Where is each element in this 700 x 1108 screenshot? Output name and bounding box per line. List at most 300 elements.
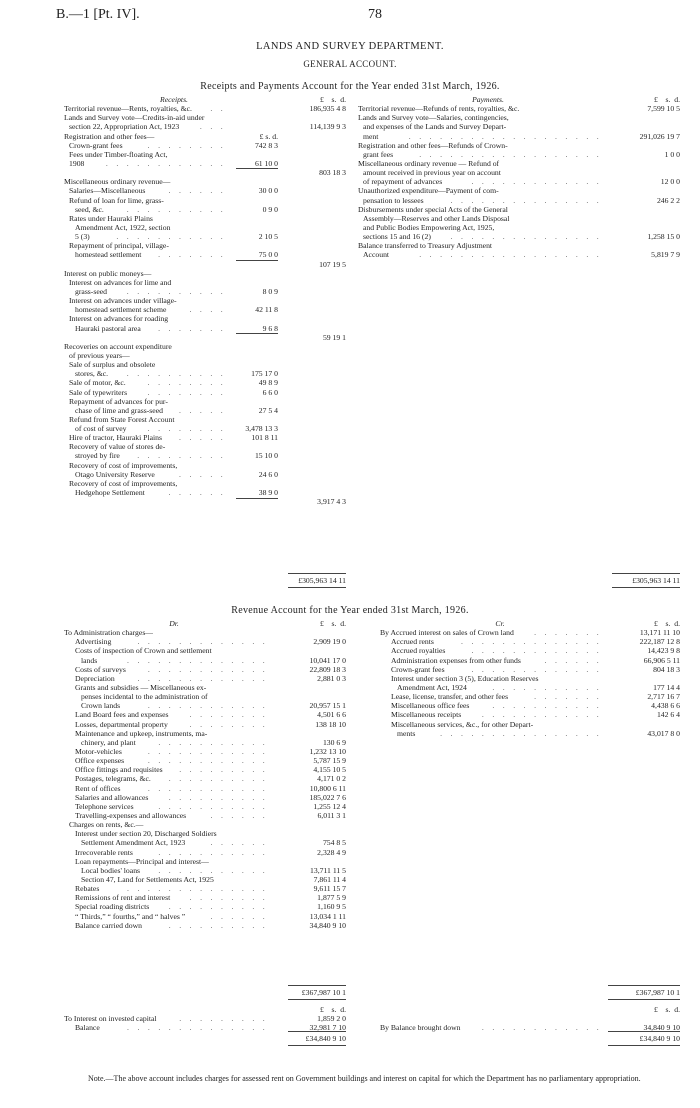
amount: 1,859 2 0 <box>317 1014 346 1024</box>
sub-amount: 24 6 0 <box>258 469 278 479</box>
amount: 7,861 11 4 <box>313 874 346 884</box>
ledger-row <box>380 646 680 655</box>
entry-label: ments <box>397 728 416 738</box>
ledger-row <box>64 433 346 442</box>
entry-label: of previous years— <box>69 350 130 360</box>
amount: 34,840 9 10 <box>643 1023 680 1033</box>
leader-dots: . . . . . <box>179 405 226 415</box>
entry-label: Advertising <box>75 637 112 647</box>
amount: 13,711 11 5 <box>310 865 346 875</box>
ledger-row <box>64 479 346 488</box>
leader-dots: . . . . . . . . . . . . . . <box>461 637 602 647</box>
entry-label: Loan repayments—Principal and interest— <box>75 856 209 866</box>
ledger-row <box>64 397 346 406</box>
leader-dots: . . . . . . <box>210 911 268 921</box>
ledger-row <box>64 314 346 323</box>
sub-amount: 42 11 8 <box>255 305 278 315</box>
entry-label: Office expenses <box>75 756 125 766</box>
rp-total-double-rule-left <box>288 587 346 588</box>
entry-label: and Public Bodies Empowering Act, 1925, <box>363 222 495 232</box>
entry-label: Hedgehope Settlement <box>75 488 145 498</box>
entry-label: Account <box>363 250 390 260</box>
ledger-row <box>64 738 346 747</box>
leader-dots: . . . . . . . . . . . <box>492 701 602 711</box>
dr-total: £367,987 10 1 <box>301 988 346 997</box>
entry-label: Recovery of cost of improvements, <box>69 460 178 470</box>
ledger-row <box>64 893 346 902</box>
ledger-row <box>64 415 346 424</box>
entry-label: Interest under section 3 (5), Education Reserves <box>391 673 539 683</box>
leader-dots: . . . . . . . . . . <box>168 792 268 802</box>
amount: 2,909 19 0 <box>313 637 346 647</box>
dr-heading: Dr. <box>169 619 179 628</box>
amount: 1,877 5 9 <box>317 893 346 903</box>
entry-label: pensation to lessees <box>363 195 424 205</box>
rp-total-rule-right <box>612 573 680 574</box>
entry-label: Charges on rents, &c.— <box>69 820 144 830</box>
amount: 804 18 3 <box>653 664 680 674</box>
leader-dots: . . . . . . . . . . . <box>158 737 268 747</box>
entry-label: Balance carried down <box>75 920 143 930</box>
ledger-row <box>64 342 346 351</box>
ledger-row <box>64 205 346 214</box>
dr-lsd-heading: £ s. d. <box>319 619 346 628</box>
leader-dots: . . . . . . . . . . <box>168 774 268 784</box>
ledger-row <box>380 729 680 738</box>
entry-label: Lease, license, transfer, and other fees <box>391 692 509 702</box>
entry-label: Remissions of rent and interest <box>75 893 171 903</box>
entry-label: Recovery of value of stores de- <box>69 442 166 452</box>
leader-dots: . . . . . . . <box>534 628 602 638</box>
ledger-row <box>64 150 346 159</box>
ledger-row <box>64 360 346 369</box>
ledger-row <box>64 250 346 259</box>
ledger-row <box>64 269 346 278</box>
cr-total: £367,987 10 1 <box>635 988 680 997</box>
ledger-row <box>64 168 346 177</box>
ledger-row <box>64 747 346 756</box>
entry-label: Special roading districts <box>75 902 150 912</box>
entry-label: Lands and Survey vote—Credits-in-aid under <box>64 113 205 123</box>
entry-label: Maintenance and upkeep, instruments, ma- <box>75 728 208 738</box>
amount: 34,840 9 10 <box>309 920 346 930</box>
entry-label: Land Board fees and expenses <box>75 710 169 720</box>
entry-label: By Balance brought down <box>380 1023 461 1033</box>
entry-label: Assembly—Reserves and other Lands Disposal <box>363 213 510 223</box>
amount: 1,160 9 5 <box>317 902 346 912</box>
ledger-row <box>64 921 346 930</box>
leader-dots: . . . . . . . . . . . <box>116 232 226 242</box>
amount: 142 6 4 <box>656 710 680 720</box>
interest-cr-lsd-heading: £ s. d. <box>653 1005 680 1014</box>
leader-dots: . . . . . . . . . . . . <box>147 664 268 674</box>
amount: 12 0 0 <box>660 177 680 187</box>
leader-dots: . . . . . . . . . <box>137 451 226 461</box>
amount: 10,800 6 11 <box>309 783 346 793</box>
leader-dots: . . . . . . <box>168 186 226 196</box>
leader-dots: . . . . . . . . . . <box>126 204 226 214</box>
entry-label: Settlement Amendment Act, 1923 <box>81 838 186 848</box>
leader-dots: . . . . . . . . . <box>179 1014 268 1024</box>
ledger-row <box>64 497 346 506</box>
receipts-lsd-heading: £ s. d. <box>319 95 346 104</box>
amount: 59 19 1 <box>322 332 346 342</box>
ledger-row <box>64 720 346 729</box>
entry-label: Otago University Reserve <box>75 469 155 479</box>
leader-dots: . . . . . . . . . . . <box>492 682 602 692</box>
entry-label: Sale of motor, &c. <box>69 378 126 388</box>
entry-label: Costs of surveys <box>75 664 126 674</box>
leader-dots: . . . . . . . . . . . <box>158 865 268 875</box>
amount: 803 18 3 <box>319 168 346 178</box>
ledger-row <box>64 424 346 433</box>
entry-label: Rebates <box>75 884 100 894</box>
leader-dots: . . . . . . . . . . . . . . . . . . . <box>408 131 602 141</box>
entry-label: Crown-grant fees <box>391 664 445 674</box>
ledger-row <box>380 701 680 710</box>
entry-label: Disbursements under special Acts of the General <box>358 204 508 214</box>
leader-dots: . . . . . . . . . . . . . <box>471 664 602 674</box>
leader-dots: . . . . . . . . . . . . <box>481 710 602 720</box>
receipts-payments-title: Receipts and Payments Account for the Year ended 31st March, 1926. <box>200 81 500 92</box>
entry-label: Amendment Act, 1922, section <box>75 222 171 232</box>
cr-heading: Cr. <box>495 619 505 628</box>
amount: 4,155 10 5 <box>313 765 346 775</box>
sub-amount: 49 8 9 <box>258 378 278 388</box>
ledger-row <box>64 683 346 692</box>
entry-label: 1908 <box>69 158 85 168</box>
rev-total-rule-left <box>288 985 346 986</box>
entry-label: stroyed by fire <box>75 451 120 461</box>
amount: 222,187 12 8 <box>639 637 680 647</box>
ledger-row <box>358 132 680 141</box>
ledger-row <box>64 857 346 866</box>
entry-label: Depreciation <box>75 673 115 683</box>
amount: 1,255 12 4 <box>313 801 346 811</box>
leader-dots: . . . . . . . . . . <box>126 286 226 296</box>
ledger-row <box>64 884 346 893</box>
entry-label: Losses, departmental property <box>75 719 168 729</box>
sub-amount: £ s. d. <box>259 131 278 141</box>
sub-amount: 30 0 0 <box>258 186 278 196</box>
leader-dots: . . . . . . . . <box>147 378 226 388</box>
entry-label: ment <box>363 131 379 141</box>
sub-amount: 101 8 11 <box>251 433 278 443</box>
payments-heading: Payments. <box>472 95 504 104</box>
entry-label: To Interest on invested capital <box>64 1014 157 1024</box>
entry-label: Miscellaneous ordinary revenue— <box>64 177 171 187</box>
entry-label: Interest under section 20, Discharged Soldiers <box>75 829 217 839</box>
amount: 9,611 15 7 <box>313 884 346 894</box>
ledger-row <box>358 159 680 168</box>
amount: 2,328 4 9 <box>317 847 346 857</box>
amount: 2,881 0 3 <box>317 673 346 683</box>
leader-dots: . . . . . . . <box>158 250 226 260</box>
sub-amount: 742 8 3 <box>254 140 278 150</box>
entry-label: Territorial revenue—Rents, royalties, &c. <box>64 104 192 114</box>
page-header <box>56 7 680 25</box>
leader-dots: . . . . . . . <box>158 323 226 333</box>
ledger-row <box>64 159 346 168</box>
amount: 291,026 19 7 <box>639 131 680 141</box>
entry-label: Hauraki pastoral area <box>75 323 141 333</box>
amount: 114,139 9 3 <box>309 122 346 132</box>
ledger-row <box>64 488 346 497</box>
receipts-heading: Receipts. <box>160 95 188 104</box>
ledger-row <box>64 132 346 141</box>
entry-label: Section 47, Land for Settlements Act, 1925 <box>81 874 214 884</box>
entry-label: Amendment Act, 1924 <box>397 682 467 692</box>
revenue-account-title: Revenue Account for the Year ended 31st March, 1926. <box>231 605 469 616</box>
leader-dots: . . . . . . . . . . . . . . . . <box>440 728 602 738</box>
entry-label: Territorial revenue—Refunds of rents, royalties, &c. <box>358 104 520 114</box>
leader-dots: . . . . . . . . . . . . <box>481 1023 602 1033</box>
amount: 754 8 5 <box>322 838 346 848</box>
ledger-row <box>358 223 680 232</box>
entry-label: Sale of surplus and obsolete <box>69 360 156 370</box>
leader-dots: . . . . . . . . <box>147 387 226 397</box>
entry-label: Salaries—Miscellaneous <box>69 186 146 196</box>
leader-dots: . . . . . . . . . . . . . . <box>127 1023 268 1033</box>
footnote: Note.—The above account includes charges for assessed rent on Government buildings and interest on capital for which the Department has no parliamentary appropriation. <box>88 1074 641 1083</box>
ledger-row <box>358 104 680 113</box>
sub-amount: 0 9 0 <box>262 204 278 214</box>
ledger-row <box>64 784 346 793</box>
ledger-row <box>64 324 346 333</box>
entry-label: seed, &c. <box>75 204 104 214</box>
entry-label: To Administration charges— <box>64 628 153 638</box>
leader-dots: . . . . . . . . . . . . . <box>471 646 602 656</box>
leader-dots: . . . . . . <box>168 488 226 498</box>
leader-dots: . . . . . . . . . . <box>168 920 268 930</box>
ledger-row <box>64 333 346 342</box>
ledger-row <box>64 866 346 875</box>
payments-column <box>358 95 680 260</box>
ledger-row <box>64 305 346 314</box>
leader-dots: . . . . . . . . . . . . . <box>137 673 268 683</box>
interest-dr-column <box>64 1005 346 1032</box>
ledger-row <box>64 902 346 911</box>
amount: 43,017 8 0 <box>647 728 680 738</box>
entry-label: grass-seed <box>75 286 108 296</box>
ledger-row <box>64 774 346 783</box>
entry-label: chase of lime and grass-seed <box>75 405 163 415</box>
entry-label: Registration and other fees—Refunds of Crown- <box>358 140 508 150</box>
cr-lsd-heading: £ s. d. <box>653 619 680 628</box>
sub-amount: 9 6 8 <box>262 323 278 333</box>
rev-total-rule-right <box>608 985 680 986</box>
revenue-dr-column <box>64 619 346 930</box>
leader-dots: . . . . . . . . . . . . . . <box>127 655 268 665</box>
sub-amount: 27 5 4 <box>258 405 278 415</box>
entry-label: Interest on advances for roading <box>69 314 169 324</box>
ledger-row <box>358 141 680 150</box>
entry-label: 5 (3) <box>75 232 90 242</box>
rp-total-rule-left <box>288 573 346 574</box>
leader-dots: . . . . . . <box>210 810 268 820</box>
rev-total-double-rule-right <box>608 999 680 1000</box>
amount: 5,787 15 9 <box>313 756 346 766</box>
leader-dots: . . . . . . . . . . . . . . <box>127 884 268 894</box>
ledger-row <box>64 665 346 674</box>
ledger-row <box>64 802 346 811</box>
sub-amount: 3,478 13 3 <box>245 424 278 434</box>
sub-amount: 175 17 0 <box>251 369 278 379</box>
entry-label: Motor-vehicles <box>75 746 122 756</box>
entry-label: amount received in previous year on account <box>363 168 501 178</box>
entry-label: Recovery of cost of improvements, <box>69 478 178 488</box>
ledger-row <box>380 692 680 701</box>
ledger-row <box>64 241 346 250</box>
amount: 14,423 9 8 <box>647 646 680 656</box>
entry-label: Registration and other fees— <box>64 131 155 141</box>
entry-label: Balance <box>75 1023 100 1033</box>
entry-label: Miscellaneous ordinary revenue — Refund of <box>358 158 500 168</box>
page-number: 78 <box>368 7 382 22</box>
entry-label: Balance transferred to Treasury Adjustment <box>358 241 493 251</box>
ledger-row <box>64 470 346 479</box>
amount: 1 0 0 <box>664 149 680 159</box>
ledger-row <box>358 232 680 241</box>
entry-label: Hire of tractor, Hauraki Plains <box>69 433 162 443</box>
entry-label: section 22, Appropriation Act, 1923 <box>69 122 180 132</box>
ledger-row <box>64 260 346 269</box>
ledger-row <box>64 820 346 829</box>
amount: 107 19 5 <box>319 259 346 269</box>
entry-label: “ Thirds,” “ fourths,” and “ halves ” <box>75 911 186 921</box>
leader-dots: . . . . . . . . . . . . <box>147 756 268 766</box>
ledger-row <box>64 214 346 223</box>
leader-dots: . . . . . . . . . . <box>126 369 226 379</box>
leader-dots: . . . . . . . <box>534 692 602 702</box>
leader-dots: . . . . . . . . <box>189 719 268 729</box>
leader-dots: . . . . . . <box>544 655 602 665</box>
amount: 13,171 11 10 <box>639 628 680 638</box>
ledger-row <box>64 637 346 646</box>
entry-label: Grants and subsidies — Miscellaneous ex- <box>75 682 207 692</box>
entry-label: Refund from State Forest Account <box>69 414 175 424</box>
entry-label: of cost of survey <box>75 424 127 434</box>
entry-label: homestead settlement <box>75 250 142 260</box>
ledger-row <box>64 848 346 857</box>
entry-label: Unauthorized expenditure—Payment of com- <box>358 186 499 196</box>
amount: 186,935 4 8 <box>309 104 346 114</box>
ledger-row <box>64 104 346 113</box>
ledger-row <box>358 122 680 131</box>
entry-label: Fees under Timber-floating Act, <box>69 149 168 159</box>
ledger-row <box>64 351 346 360</box>
entry-label: Local bodies' loans <box>81 865 141 875</box>
leader-dots: . . . . . . <box>210 838 268 848</box>
ledger-row <box>64 232 346 241</box>
ledger-row <box>64 369 346 378</box>
ledger-row <box>64 388 346 397</box>
entry-label: Miscellaneous services, &c., for other Depart- <box>391 719 534 729</box>
leader-dots: . . . . . . . . <box>147 424 226 434</box>
leader-dots: . . . . . . . . . . . . <box>105 158 226 168</box>
ledger-row <box>64 729 346 738</box>
ledger-row <box>358 186 680 195</box>
ledger-row <box>64 1014 346 1023</box>
interest-double-rule-left <box>288 1045 346 1046</box>
leader-dots: . . . . . . . . . . . . . . . <box>450 195 602 205</box>
ledger-row <box>64 141 346 150</box>
entry-label: penses incidental to the administration of <box>81 692 208 702</box>
entry-label: Travelling-expenses and allowances <box>75 810 187 820</box>
leader-dots: . . . <box>199 122 226 132</box>
amount: 66,906 5 11 <box>643 655 680 665</box>
amount: 20,957 15 1 <box>309 701 346 711</box>
ledger-row <box>64 628 346 637</box>
ledger-row <box>64 196 346 205</box>
department-title: LANDS AND SURVEY DEPARTMENT. <box>256 41 444 52</box>
sub-amount: 75 0 0 <box>258 250 278 260</box>
ledger-row <box>358 168 680 177</box>
entry-label: Miscellaneous office fees <box>391 701 470 711</box>
leader-dots: . . <box>210 104 226 114</box>
entry-label: Costs of inspection of Crown and settlement <box>75 646 212 656</box>
ledger-row <box>64 287 346 296</box>
payments-lsd-heading: £ s. d. <box>653 95 680 104</box>
entry-label: Administration expenses from other funds <box>391 655 521 665</box>
entry-label: Interest on advances under village- <box>69 296 177 306</box>
ledger-row <box>64 378 346 387</box>
entry-label: Refund of loan for lime, grass- <box>69 195 164 205</box>
entry-label: sections 15 and 16 (2) <box>363 232 431 242</box>
entry-label: Crown lands <box>81 701 121 711</box>
entry-label: Interest on advances for lime and <box>69 277 172 287</box>
ledger-row <box>64 656 346 665</box>
leader-dots: . . . . . . . . . . . . . <box>137 637 268 647</box>
ledger-row <box>64 646 346 655</box>
ledger-row <box>358 205 680 214</box>
leader-dots: . . . . . . . . . . . . <box>147 783 268 793</box>
ledger-row <box>64 223 346 232</box>
ledger-row <box>64 838 346 847</box>
entry-label: Recoveries on account expenditure <box>64 341 172 351</box>
ledger-row <box>64 756 346 765</box>
ledger-row <box>64 451 346 460</box>
entry-label: Repayment of advances for pur- <box>69 396 168 406</box>
entry-label: Interest on public moneys— <box>64 268 152 278</box>
report-reference: B.—1 [Pt. IV]. <box>56 7 140 22</box>
sub-amount: 6 6 0 <box>262 387 278 397</box>
entry-label: Office fittings and requisites <box>75 765 163 775</box>
ledger-row <box>358 150 680 159</box>
revenue-cr-column <box>380 619 680 738</box>
leader-dots: . . . . . . . . <box>189 893 268 903</box>
leader-dots: . . . . . . . . <box>189 710 268 720</box>
amount: 22,809 18 3 <box>309 664 346 674</box>
ledger-row <box>358 113 680 122</box>
ledger-row <box>358 241 680 250</box>
account-title: GENERAL ACCOUNT. <box>303 59 397 69</box>
entry-label: Irrecoverable rents <box>75 847 133 857</box>
entry-label: Miscellaneous receipts <box>391 710 462 720</box>
ledger-row <box>358 196 680 205</box>
interest-total-rule-left <box>288 1031 346 1032</box>
ledger-row <box>64 406 346 415</box>
ledger-row <box>380 656 680 665</box>
entry-label: By Accrued interest on sales of Crown land <box>380 628 514 638</box>
ledger-row <box>64 875 346 884</box>
ledger-row <box>64 461 346 470</box>
amount: 6,011 3 1 <box>317 810 346 820</box>
leader-dots: . . . . . . . . <box>147 140 226 150</box>
amount: 3,917 4 3 <box>317 497 346 507</box>
entry-label: Lands and Survey vote—Salaries, contingencies, <box>358 113 509 123</box>
ledger-row <box>358 250 680 259</box>
